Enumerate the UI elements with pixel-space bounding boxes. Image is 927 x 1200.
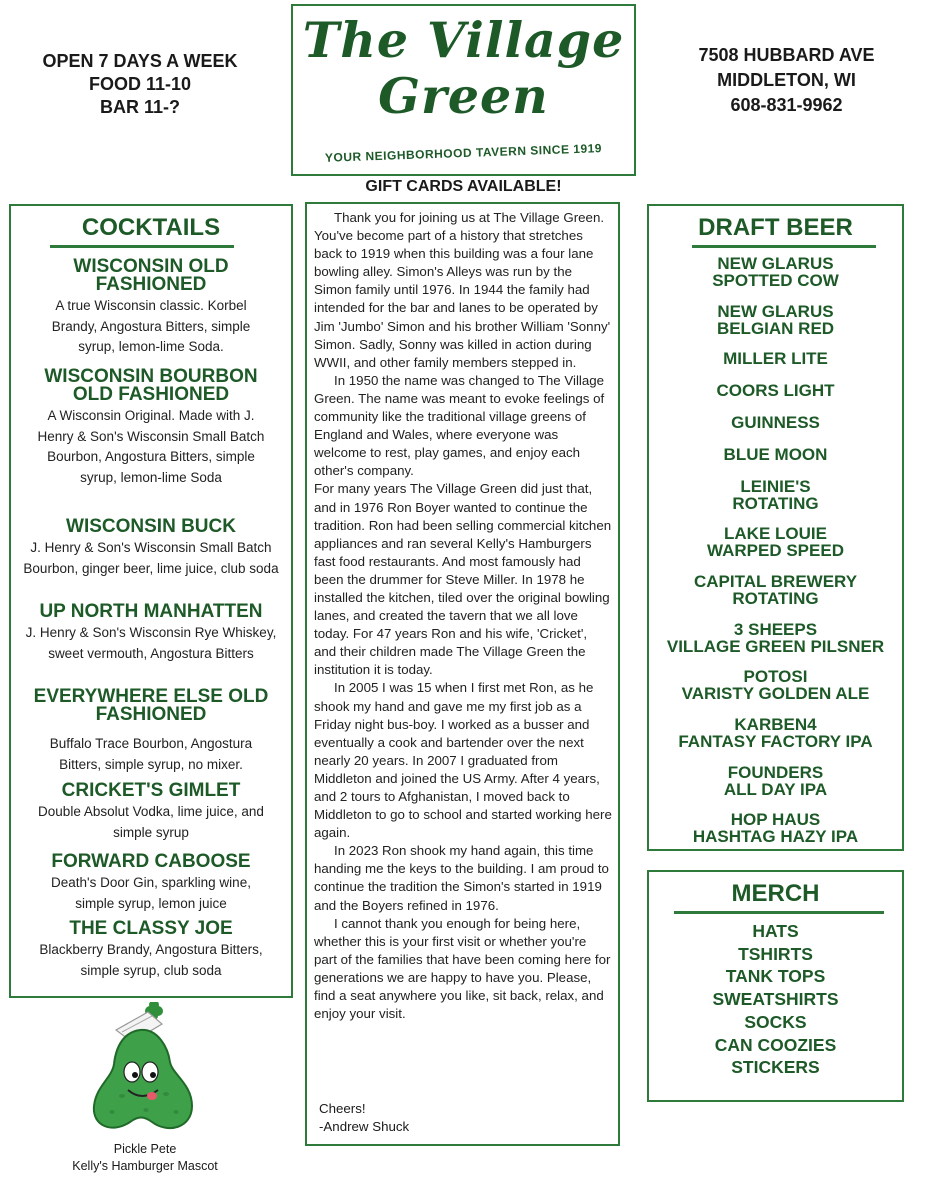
beer-item [649,812,902,845]
logo-tagline: YOUR NEIGHBORHOOD TAVERN SINCE 1919 [324,141,603,165]
cocktail-name: EVERYWHERE ELSE OLD FASHIONED [33,686,269,725]
cocktail-desc: J. Henry & Son's Wisconsin Small Batch Bourbon, ginger beer, lime juice, club soda [23,540,279,576]
cocktail-desc: Blackberry Brandy, Angostura Bitters, simple syrup, club soda [39,942,263,978]
cocktail-item [15,920,287,981]
history-paragraph: In 2005 I was 15 when I first met Ron, as he shook my hand and gave me my first job as a Friday night bus-boy. I worked as a busser and eventually a cook and bartender over the next nearly 20 years. In 2007 I graduated from Middleton and joined the US Army. After 4 years, and 2 tours to Afghanistan, I moved back to Middleton to go to school and started working here again. [314,680,612,841]
cocktail-desc: Double Absolut Vodka, lime juice, and simple syrup [38,804,264,840]
beer-item [649,669,902,702]
mascot-subtitle: Kelly's Hamburger Mascot [72,1159,218,1173]
beer-brewery: 3 SHEEPS [733,620,818,639]
hours-line: OPEN 7 DAYS A WEEK [42,51,238,71]
cocktail-item [15,782,287,843]
gift-cards-notice: GIFT CARDS AVAILABLE! [365,178,562,195]
history-paragraph: Thank you for joining us at The Village Green. You've become part of a history that stretches back to 1919 when this building was a four lane bowling alley. Simon's Alleys was run by the Simon family until 1976. In 1944 the family had intended for the bar and lanes to be operated by Jim 'Jumbo' Simon and his brother William 'Sonny' Simon. Sadly, Sonny was killed in action during WWII, and other family members stepped in. [314,210,611,370]
beer-brewery: CAPITAL BREWERY [693,572,858,591]
address-line: MIDDLETON, WI [717,70,856,90]
beer-name: BLUE MOON [723,445,828,464]
merch-item: HATS [752,921,799,941]
merch-heading: MERCH [731,880,820,907]
cocktail-name: UP NORTH MANHATTEN [39,601,263,622]
merch-item: SWEATSHIRTS [712,989,839,1010]
history-paragraph: In 2023 Ron shook my hand again, this time handing me the keys to the building. I am proud to continue the tradition the Simon's started in 1919 and the Boyers refined in 1976. [314,843,609,913]
address-block [664,43,909,118]
beer-brewery: FOUNDERS [727,763,824,782]
signature: -Andrew Shuck [319,1119,410,1135]
logo-title [293,12,634,124]
cocktails-heading: COCKTAILS [81,214,221,241]
logo-title-line1: The Village [302,11,625,69]
history-text [314,209,612,1023]
beer-name: SPOTTED COW [712,270,839,290]
beer-brewery: KARBEN4 [734,715,817,734]
beer-item [649,622,902,655]
beer-item [649,717,902,750]
beer-name: ALL DAY IPA [723,779,828,799]
merch-divider [674,911,884,914]
beer-name: GUINNESS [731,413,820,432]
cheers-text: Cheers! [319,1101,366,1116]
history-paragraph: For many years The Village Green did just that, and in 1976 Ron Boyer wanted to continue the tradition. Ron had been selling commercial kitchen appliances and ran several Kelly's Hamburgers fast food restaurants. And most famously had been the drummer for Steve Miller. In 1978 he installed the kitchen, tiled over the original bowling lanes, and created the tavern that we all love today. For 47 years Ron and his wife, 'Cricket', and their children made The Village Green the institution it is today. [314,481,612,678]
cocktail-name: WISCONSIN BOURBON OLD FASHIONED [44,366,258,405]
address-line: 7508 HUBBARD AVE [698,45,875,65]
cocktail-desc: Death's Door Gin, sparkling wine, simple syrup, lemon juice [51,875,251,911]
beer-name: ROTATING [732,493,819,513]
history-paragraph: I cannot thank you enough for being here, whether this is your first visit or whether you're part of the families that have been coming here for generations we are happy to have you. Please, find a seat anywhere you like, sit back, relax, and enjoy your visit. [314,915,611,1022]
cocktail-desc: J. Henry & Son's Wisconsin Rye Whiskey, sweet vermouth, Angostura Bitters [25,625,277,661]
cocktail-item [15,688,287,775]
phone-number: 608-831-9962 [730,95,843,115]
beer-brewery: NEW GLARUS [717,302,834,321]
cocktail-desc: Buffalo Trace Bourbon, Angostura Bitters, simple syrup, no mixer. [49,736,253,772]
merch-list [649,920,902,1079]
beer-name: VILLAGE GREEN PILSNER [666,636,885,656]
beer-item [649,447,902,464]
beer-name: MILLER LITE [723,349,828,368]
merch-item: SOCKS [744,1011,807,1032]
hours-block [20,50,260,119]
cocktails-section [9,204,293,998]
signoff [319,1100,409,1136]
cocktails-divider [50,245,234,248]
beer-brewery: LAKE LOUIE [724,524,827,543]
merch-item: TSHIRTS [738,943,813,964]
hours-line: BAR 11-? [99,97,180,117]
cocktail-name: WISCONSIN OLD FASHIONED [73,256,229,295]
beer-brewery: LEINIE'S [740,477,811,496]
cocktail-desc: A true Wisconsin classic. Korbel Brandy, Angostura Bitters, simple syrup, lemon-lime Soda. [51,298,251,354]
beer-name: VARISTY GOLDEN ALE [681,683,870,703]
beer-item [649,415,902,432]
mascot-caption [30,1141,260,1175]
merch-item: CAN COOZIES [714,1034,837,1055]
draft-beer-heading: DRAFT BEER [698,214,853,241]
cocktail-desc: A Wisconsin Original. Made with J. Henry & Son's Wisconsin Small Batch Bourbon, Angostura Bitters, simple syrup, lemon-lime Soda [37,408,265,485]
cocktail-item [15,368,287,488]
merch-section [647,870,904,1102]
beer-brewery: NEW GLARUS [717,254,834,273]
beer-name: FANTASY FACTORY IPA [678,731,873,751]
pickle-pete-mascot-icon [88,1002,198,1140]
beer-name: WARPED SPEED [707,540,844,560]
cocktail-item [15,518,287,579]
hours-line: FOOD 11-10 [88,74,192,94]
merch-item: TANK TOPS [725,966,826,987]
mascot-name: Pickle Pete [113,1142,177,1156]
cocktail-item [15,853,287,914]
cocktail-name: CRICKET'S GIMLET [61,780,241,801]
draft-beer-divider [692,245,876,248]
logo-title-line2: Green [378,67,549,125]
beer-item [649,574,902,607]
history-paragraph: In 1950 the name was changed to The Village Green. The name was meant to evoke feelings of community like the traditional village greens of England and Wales, where everyone was welcome to rest, play games, and enjoy each other's company. [314,372,605,479]
beer-item [649,304,902,337]
beer-name: COORS LIGHT [716,381,835,400]
merch-item: STICKERS [731,1057,820,1078]
beer-item [649,383,902,400]
beer-item [649,256,902,289]
cocktail-item [15,258,287,358]
beer-name: HASHTAG HAZY IPA [692,826,859,846]
beer-brewery: POTOSI [743,667,808,686]
cocktail-name: WISCONSIN BUCK [66,516,236,537]
beer-item [649,479,902,512]
cocktail-name: THE CLASSY JOE [69,918,233,939]
beer-name: ROTATING [732,588,819,608]
beer-item [649,351,902,368]
history-letter [305,202,620,1146]
draft-beer-section [647,204,904,851]
cocktail-item [15,603,287,664]
beer-name: BELGIAN RED [716,318,835,338]
beer-brewery: HOP HAUS [730,810,821,829]
beer-item [649,526,902,559]
logo-box [291,4,636,176]
cocktail-name: FORWARD CABOOSE [51,851,251,872]
beer-item [649,765,902,798]
